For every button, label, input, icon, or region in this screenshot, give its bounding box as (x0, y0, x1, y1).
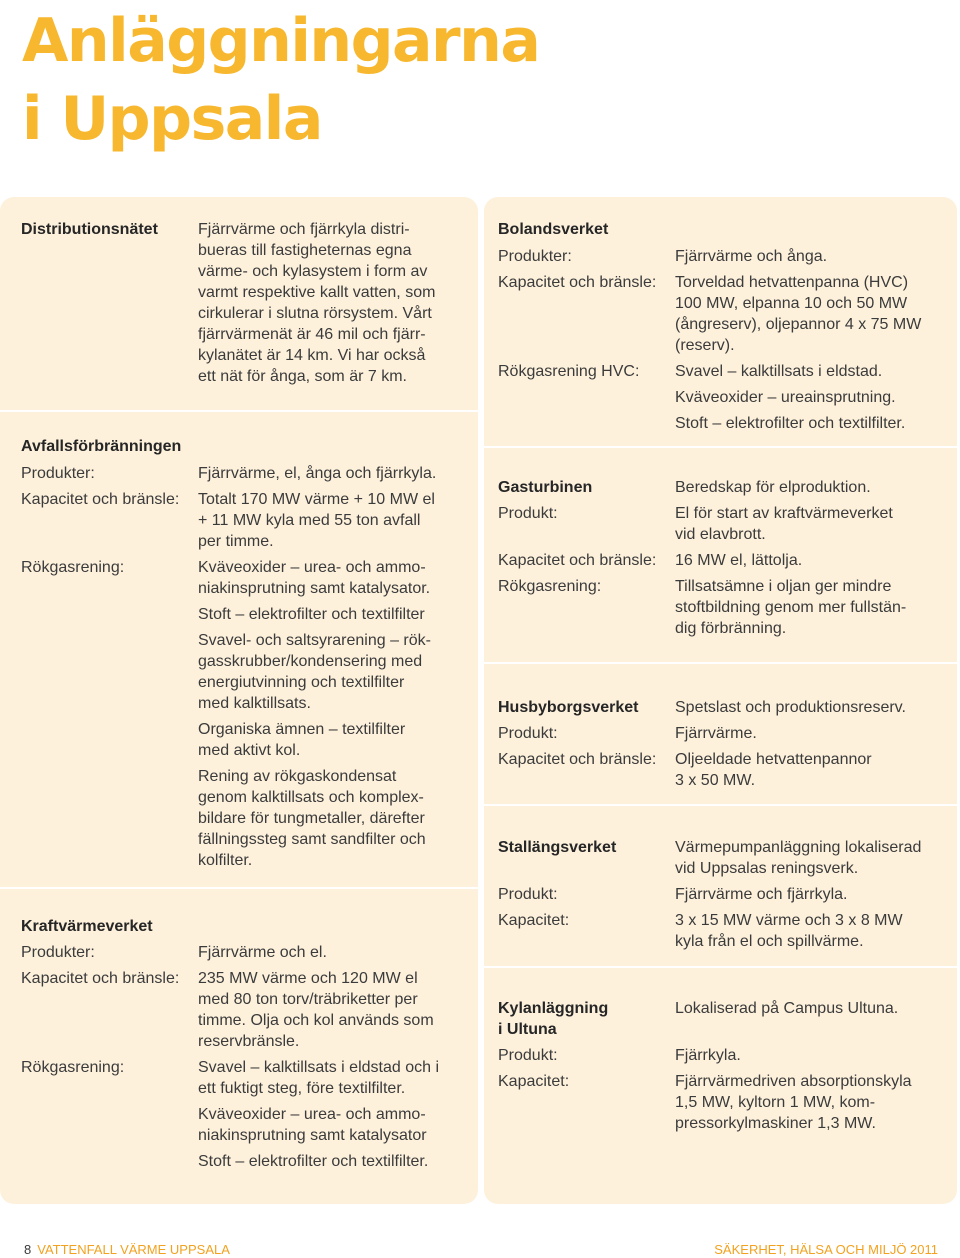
bolands-kapacitet-line: Torveldad hetvattenpanna (HVC) (675, 274, 909, 291)
distribution-line: varmt respektive kallt vatten, som (198, 284, 436, 301)
divider (484, 966, 957, 968)
kraft-kapacitet-label: Kapacitet och bränsle: (21, 970, 180, 987)
kraft-kapacitet-line: med 80 ton torv/träbriketter per (198, 991, 418, 1008)
stallang-kapacitet-label: Kapacitet: (498, 912, 570, 929)
gas-kapacitet-label: Kapacitet och bränsle: (498, 552, 657, 569)
bolands-kapacitet-label: Kapacitet och bränsle: (498, 274, 657, 291)
distribution-line: fjärrvärmenät är 46 mil och fjärr- (198, 326, 426, 343)
kraft-produkter: Fjärrvärme och el. (198, 944, 327, 961)
husby-heading: Husbyborgsverket (498, 699, 639, 716)
kyl-produkt: Fjärrkyla. (675, 1047, 741, 1064)
husby-kapacitet-line: Oljeeldade hetvattenpannor (675, 751, 872, 768)
footer-left-text: VATTENFALL VÄRME UPPSALA (37, 1242, 230, 1257)
gas-produkt-line: El för start av kraftvärmeverket (675, 505, 893, 522)
kyl-produkt-label: Produkt: (498, 1047, 558, 1064)
avfall-rok-line: med aktivt kol. (198, 742, 301, 759)
bolands-produkter-label: Produkter: (498, 248, 572, 265)
distribution-line: Fjärrvärme och fjärrkyla distri- (198, 221, 410, 238)
avfall-rok-line: Kväveoxider – urea- och ammo- (198, 559, 426, 576)
kyl-kapacitet-label: Kapacitet: (498, 1073, 570, 1090)
husby-produkt-label: Produkt: (498, 725, 558, 742)
gas-rok-line: Tillsatsämne i oljan ger mindre (675, 578, 892, 595)
avfall-rok-line: med kalktillsats. (198, 695, 311, 712)
kyl-kapacitet-line: 1,5 MW, kyltorn 1 MW, kom- (675, 1094, 876, 1111)
bolands-rok-line: Stoft – elektrofilter och textilfilter. (675, 415, 906, 432)
gas-rok-line: stoftbildning genom mer fullstän- (675, 599, 907, 616)
bolands-rok-line: Kväveoxider – ureainsprutning. (675, 389, 896, 406)
bolands-produkter: Fjärrvärme och ånga. (675, 248, 828, 265)
avfall-rok-line: niakinsprutning samt katalysator. (198, 580, 431, 597)
distribution-heading: Distributionsnätet (21, 221, 158, 238)
avfall-kapacitet-line: per timme. (198, 533, 274, 550)
avfall-produkter-label: Produkter: (21, 465, 95, 482)
avfall-rok-line: energiutvinning och textilfilter (198, 674, 405, 691)
page-number: 8 (24, 1242, 32, 1257)
kraft-rok-line: ett fuktigt steg, före textilfilter. (198, 1080, 406, 1097)
kraft-produkter-label: Produkter: (21, 944, 95, 961)
avfall-rok-label: Rökgasrening: (21, 559, 125, 576)
footer-left (24, 1242, 230, 1258)
distribution-line: ett nät för ånga, som är 7 km. (198, 368, 407, 385)
distribution-line: cirkulerar i slutna rörsystem. Vårt (198, 305, 432, 322)
kraft-rok-line: Svavel – kalktillsats i eldstad och i (198, 1059, 439, 1076)
bolands-kapacitet-line: 100 MW, elpanna 10 och 50 MW (675, 295, 908, 312)
divider (0, 410, 478, 412)
avfall-rok-line: Stoft – elektrofilter och textilfilter (198, 606, 425, 623)
divider (484, 446, 957, 448)
avfall-rok-line: genom kalktillsats och komplex- (198, 789, 424, 806)
stallang-kapacitet-line: 3 x 15 MW värme och 3 x 8 MW (675, 912, 903, 929)
gas-rok-line: dig förbränning. (675, 620, 787, 637)
stallang-heading: Stallängsverket (498, 839, 617, 856)
husby-produkt: Fjärrvärme. (675, 725, 757, 742)
footer-right: SÄKERHET, HÄLSA OCH MILJÖ 2011 (714, 1242, 938, 1257)
kraft-kapacitet-line: reservbränsle. (198, 1033, 300, 1050)
kraft-kapacitet-line: 235 MW värme och 120 MW el (198, 970, 418, 987)
avfall-rok-line: Rening av rökgaskondensat (198, 768, 397, 785)
stallang-lead-line: Värmepumpanläggning lokaliserad (675, 839, 922, 856)
kraft-rok-line: Kväveoxider – urea- och ammo- (198, 1106, 426, 1123)
page-title (22, 2, 539, 158)
divider (0, 887, 478, 889)
kraft-rok-line: Stoft – elektrofilter och textilfilter. (198, 1153, 429, 1170)
kyl-heading-line: i Ultuna (498, 1021, 557, 1038)
avfall-kapacitet-line: + 11 MW kyla med 55 ton avfall (198, 512, 421, 529)
kraft-rok-line: niakinsprutning samt katalysator (198, 1127, 427, 1144)
avfall-rok-line: gasskrubber/kondensering med (198, 653, 423, 670)
bolands-heading: Bolandsverket (498, 221, 609, 238)
gas-produkt-line: vid elavbrott. (675, 526, 766, 543)
husby-kapacitet-label: Kapacitet och bränsle: (498, 751, 657, 768)
divider (484, 804, 957, 806)
avfall-kapacitet-line: Totalt 170 MW värme + 10 MW el (198, 491, 435, 508)
avfall-kapacitet-label: Kapacitet och bränsle: (21, 491, 180, 508)
husby-lead: Spetslast och produktionsreserv. (675, 699, 906, 716)
gas-lead: Beredskap för elproduktion. (675, 479, 871, 496)
avfall-rok-line: bildare för tungmetaller, därefter (198, 810, 425, 827)
title-line-2: i Uppsala (22, 84, 322, 154)
distribution-line: värme- och kylasystem i form av (198, 263, 428, 280)
avfall-rok-line: Organiska ämnen – textilfilter (198, 721, 406, 738)
kyl-lead: Lokaliserad på Campus Ultuna. (675, 1000, 899, 1017)
avfall-heading: Avfallsförbränningen (21, 438, 182, 455)
stallang-kapacitet-line: kyla från el och spillvärme. (675, 933, 864, 950)
gas-produkt-label: Produkt: (498, 505, 558, 522)
bolands-kapacitet-line: (reserv). (675, 337, 735, 354)
gas-kapacitet: 16 MW el, lättolja. (675, 552, 803, 569)
distribution-line: kylanätet är 14 km. Vi har också (198, 347, 426, 364)
kraft-kapacitet-line: timme. Olja och kol används som (198, 1012, 434, 1029)
stallang-lead-line: vid Uppsalas reningsverk. (675, 860, 859, 877)
avfall-rok-line: kolfilter. (198, 852, 253, 869)
avfall-rok-line: fällningssteg samt sandfilter och (198, 831, 426, 848)
title-line-1: Anläggningarna (22, 6, 540, 76)
bolands-kapacitet-line: (ångreserv), oljepannor 4 x 75 MW (675, 316, 922, 333)
bolands-rok-line: Svavel – kalktillsats i eldstad. (675, 363, 883, 380)
gas-rok-label: Rökgasrening: (498, 578, 602, 595)
kraft-heading: Kraftvärmeverket (21, 918, 153, 935)
kyl-kapacitet-line: pressorkylmaskiner 1,3 MW. (675, 1115, 876, 1132)
distribution-line: bueras till fastigheternas egna (198, 242, 412, 259)
stallang-produkt: Fjärrvärme och fjärrkyla. (675, 886, 848, 903)
stallang-produkt-label: Produkt: (498, 886, 558, 903)
bolands-rok-label: Rökgasrening HVC: (498, 363, 640, 380)
husby-kapacitet-line: 3 x 50 MW. (675, 772, 756, 789)
divider (484, 662, 957, 664)
avfall-rok-line: Svavel- och saltsyrarening – rök- (198, 632, 431, 649)
kyl-heading-line: Kylanläggning (498, 1000, 609, 1017)
kraft-rok-label: Rökgasrening: (21, 1059, 125, 1076)
gas-heading: Gasturbinen (498, 479, 593, 496)
avfall-produkter: Fjärrvärme, el, ånga och fjärrkyla. (198, 465, 437, 482)
kyl-kapacitet-line: Fjärrvärmedriven absorptionskyla (675, 1073, 912, 1090)
